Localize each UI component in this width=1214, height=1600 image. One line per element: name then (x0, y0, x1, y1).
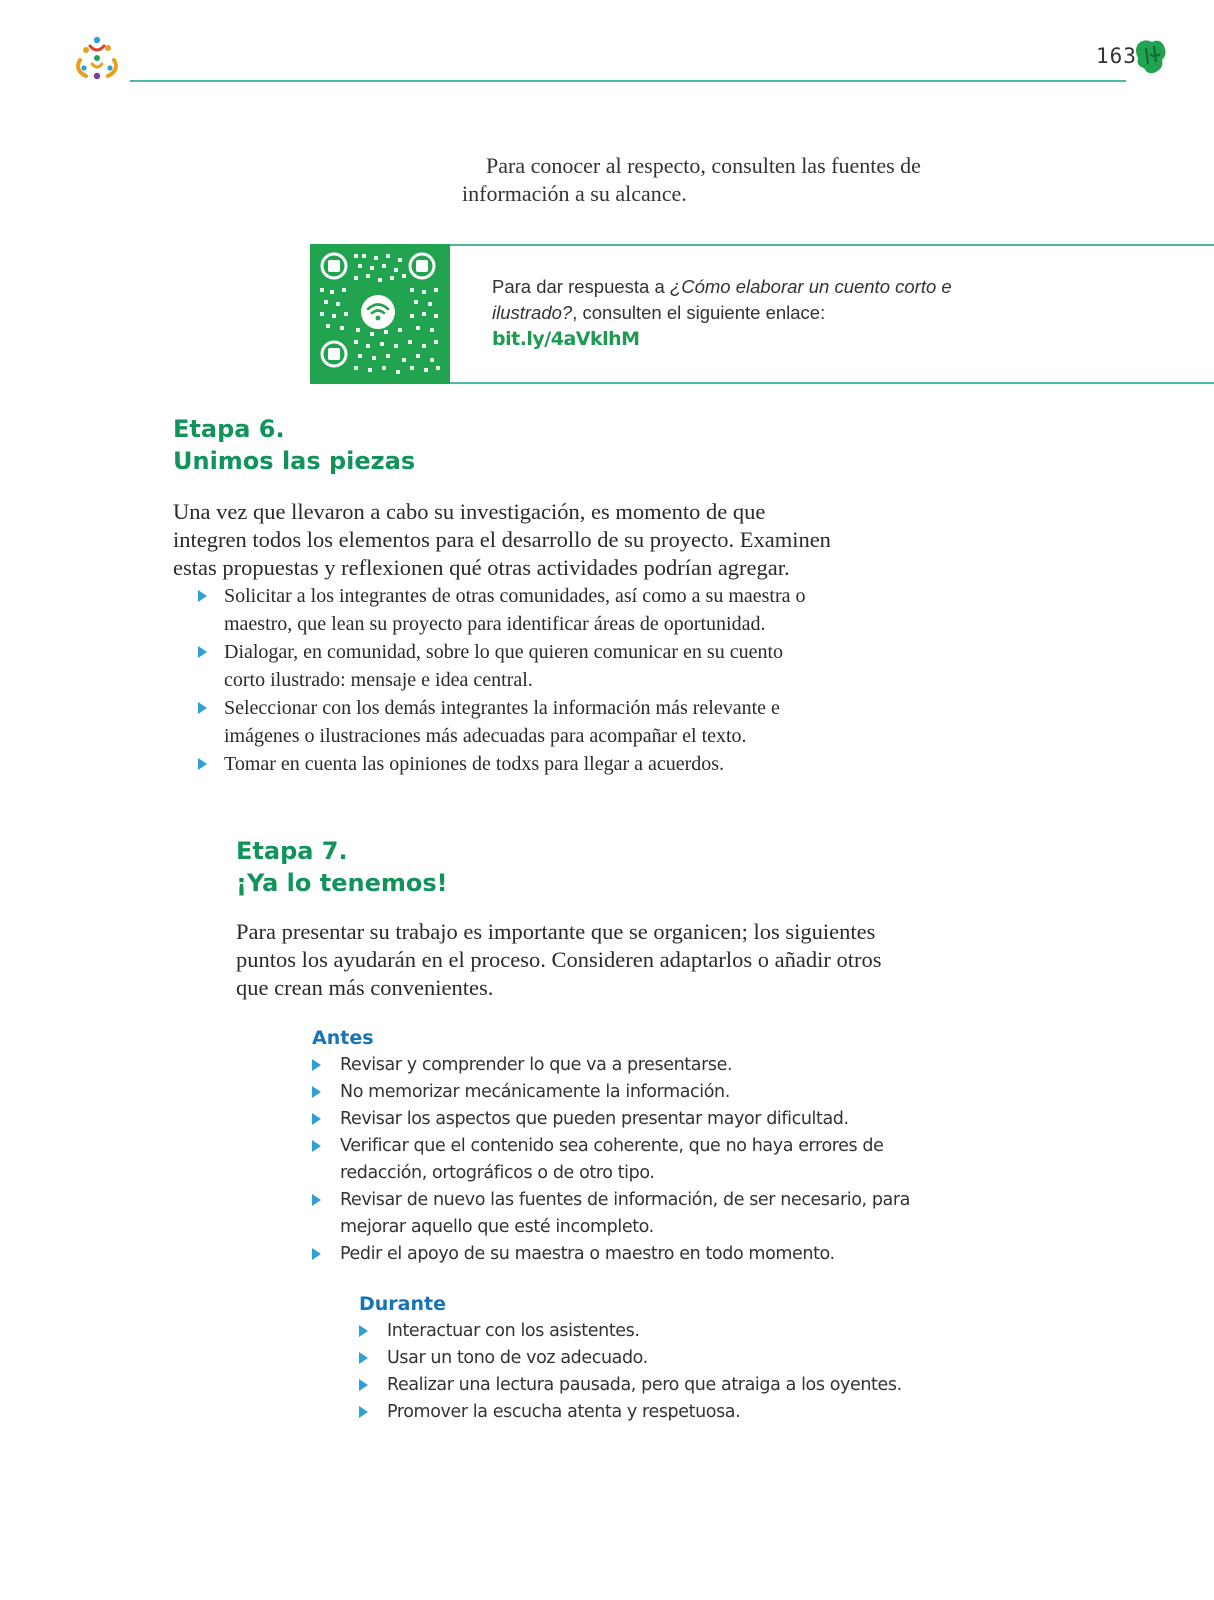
list-item-text: Revisar los aspectos que pueden presentar mayor dificultad. (340, 1109, 849, 1129)
before-list-item (312, 1079, 940, 1106)
before-list-item (312, 1106, 940, 1133)
list-item-text: Verificar que el contenido sea coherente, que no haya errores de redacción, ortográficos o de otro tipo. (340, 1136, 884, 1183)
link-instructions (492, 274, 1012, 352)
before-list-item (312, 1187, 940, 1241)
bullet-arrow-icon (198, 590, 207, 602)
stage-7-subtitle: ¡Ya lo tenemos! (236, 869, 448, 897)
before-list-item (312, 1133, 940, 1187)
list-item-text: Promover la escucha atenta y respetuosa. (387, 1402, 741, 1422)
before-heading: Antes (312, 1027, 374, 1049)
before-list (312, 1052, 940, 1268)
resource-link[interactable]: bit.ly/4aVklhM (492, 328, 640, 350)
list-item-text: Tomar en cuenta las opiniones de todxs para llegar a acuerdos. (224, 753, 725, 775)
intro-paragraph (462, 152, 982, 208)
during-list-item (359, 1318, 959, 1345)
stage-6-list-item (198, 750, 818, 778)
before-list-item (312, 1052, 940, 1079)
qr-code-icon[interactable] (310, 244, 450, 384)
stage-6-subtitle: Unimos las piezas (173, 447, 416, 475)
stage-6-list-item (198, 638, 818, 694)
stage-6-list-item (198, 694, 818, 750)
during-heading: Durante (359, 1293, 446, 1315)
stage-6-list-item (198, 582, 818, 638)
list-item-text: Usar un tono de voz adecuado. (387, 1348, 648, 1368)
bullet-arrow-icon (312, 1140, 321, 1152)
link-text-prefix: Para dar respuesta a (492, 276, 670, 297)
intro-line-2: información a su alcance. (462, 181, 687, 206)
green-glyph-icon (1134, 38, 1168, 76)
bullet-arrow-icon (312, 1194, 321, 1206)
before-list-item (312, 1241, 940, 1268)
intro-line-1: Para conocer al respecto, consulten las fuentes de (486, 153, 921, 178)
bullet-arrow-icon (312, 1059, 321, 1071)
bullet-arrow-icon (359, 1325, 368, 1337)
list-item-text: No memorizar mecánicamente la información. (340, 1082, 730, 1102)
bullet-arrow-icon (198, 646, 207, 658)
during-list (359, 1318, 959, 1426)
page-number: 163 (1096, 44, 1137, 68)
bullet-arrow-icon (312, 1248, 321, 1260)
list-item-text: Revisar de nuevo las fuentes de información, de ser necesario, para mejorar aquello que esté incompleto. (340, 1190, 910, 1237)
stage-6-paragraph: Una vez que llevaron a cabo su investigación, es momento de que integren todos los elementos para el desarrollo de su proyecto. Examinen estas propuestas y reflexionen qué otras actividades podrían agregar. (173, 499, 831, 580)
bullet-arrow-icon (359, 1406, 368, 1418)
during-list-item (359, 1399, 959, 1426)
list-item-text: Dialogar, en comunidad, sobre lo que quieren comunicar en su cuento corto ilustrado: mensaje e idea central. (224, 641, 784, 691)
resource-link-box (310, 244, 1214, 384)
qr-code-panel (310, 244, 450, 384)
stage-7-paragraph: Para presentar su trabajo es importante que se organicen; los siguientes puntos los ayudarán en el proceso. Consideren adaptarlos o añadir otros que crean más convenientes. (236, 919, 882, 1000)
link-question: ¿Cómo elaborar un cuento corto e ilustrado? (492, 276, 952, 323)
people-circle-logo-icon (70, 32, 126, 88)
bullet-arrow-icon (198, 702, 207, 714)
bullet-arrow-icon (312, 1086, 321, 1098)
list-item-text: Solicitar a los integrantes de otras comunidades, así como a su maestra o maestro, que lean su proyecto para identificar áreas de oportunidad. (224, 585, 806, 635)
stage-7-title: Etapa 7. (236, 837, 348, 865)
list-item-text: Interactuar con los asistentes. (387, 1321, 640, 1341)
bullet-arrow-icon (312, 1113, 321, 1125)
header-rule (130, 80, 1126, 82)
list-item-text: Revisar y comprender lo que va a presentarse. (340, 1055, 733, 1075)
during-list-item (359, 1372, 959, 1399)
list-item-text: Realizar una lectura pausada, pero que atraiga a los oyentes. (387, 1375, 902, 1395)
bullet-arrow-icon (359, 1352, 368, 1364)
stage-6-title: Etapa 6. (173, 415, 285, 443)
bullet-arrow-icon (198, 758, 207, 770)
list-item-text: Seleccionar con los demás integrantes la información más relevante e imágenes o ilustraciones más adecuadas para acompañar el texto. (224, 697, 780, 747)
stage-6-list (198, 582, 818, 778)
link-text-suffix: , consulten el siguiente enlace: (572, 302, 826, 323)
list-item-text: Pedir el apoyo de su maestra o maestro en todo momento. (340, 1244, 835, 1264)
bullet-arrow-icon (359, 1379, 368, 1391)
during-list-item (359, 1345, 959, 1372)
